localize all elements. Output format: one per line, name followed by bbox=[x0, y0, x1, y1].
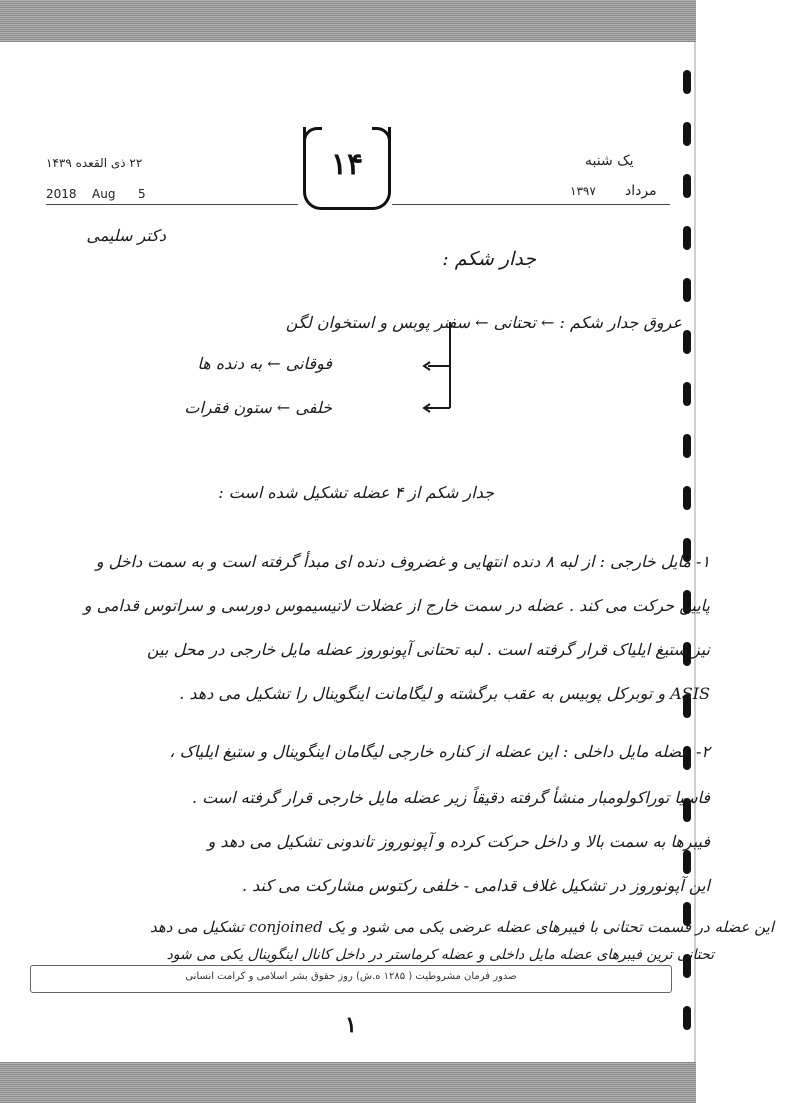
gregorian-month: Aug bbox=[92, 187, 116, 201]
note-line-14: تحتانی ترین فیبرهای عضله مایل داخلی و عضله کرماستر در داخل کانال اینگوینال یکی می شود bbox=[166, 947, 714, 963]
footer-caption: صدور فرمان مشروطیت ( ۱۲۸۵ ه.ش) روز حقوق بشر اسلامی و کرامت انسانی bbox=[185, 971, 517, 982]
branch-bracket bbox=[420, 318, 460, 418]
footer-box bbox=[30, 965, 672, 993]
header-rule-right bbox=[392, 204, 670, 205]
gregorian-day: 5 bbox=[138, 187, 146, 201]
note-line-1: عروق جدار شکم : ← تحتانی ← سفنر پوبس و استخوان لگن bbox=[285, 313, 682, 332]
note-title: جدار شکم : bbox=[442, 248, 536, 270]
note-line-7: نیز ستیغ ایلیاک قرار گرفته است . لبه تحتانی آپونوروز عضله مایل خارجی در محل بین bbox=[147, 640, 710, 659]
persian-year: ۱۳۹۷ bbox=[570, 184, 596, 198]
scan-top-band bbox=[0, 0, 696, 42]
scan-bottom-band bbox=[0, 1062, 696, 1103]
persian-month: مرداد bbox=[625, 183, 657, 199]
weekday: یک شنبه bbox=[585, 153, 634, 169]
note-line-5: ۱- مایل خارجی : از لبه ۸ دنده انتهایی و غضروف دنده ای مبدأ گرفته است و به سمت داخل و bbox=[95, 552, 710, 571]
note-line-10: فاسیا توراکولومبار منشأ گرفته دقیقاً زیر عضله مایل خارجی قرار گرفته است . bbox=[191, 788, 710, 807]
note-line-2: فوقانی ← به دنده ها bbox=[197, 354, 332, 373]
note-line-12: این آپونوروز در تشکیل غلاف قدامی - خلفی رکتوس مشارکت می کند . bbox=[241, 876, 710, 895]
note-line-11: فیبرها به سمت بالا و داخل حرکت کرده و آپونوروز تاندونی تشکیل می دهد و bbox=[207, 832, 710, 851]
gregorian-year: 2018 bbox=[46, 187, 77, 201]
note-line-3: خلفی ← ستون فقرات bbox=[184, 398, 332, 417]
hijri-date: ۲۲ ذی القعده ۱۴۳۹ bbox=[46, 156, 143, 170]
page-mark: ۱ bbox=[345, 1012, 357, 1038]
note-line-4: جدار شکم از ۴ عضله تشکیل شده است : bbox=[218, 483, 494, 502]
note-line-6: پایین حرکت می کند . عضله در سمت خارج از عضلات لاتیسیموس دورسی و سراتوس قدامی و bbox=[83, 596, 710, 615]
day-number-box bbox=[303, 127, 391, 210]
note-line-13: این عضله در قسمت تحتانی با فیبرهای عضله عرضی یکی می شود و یک conjoined تشکیل می دهد bbox=[150, 918, 774, 936]
note-line-8: ASIS و توبرکل پوبیس به عقب برگشته و لیگامانت اینگوینال را تشکیل می دهد . bbox=[179, 684, 710, 703]
note-author: دکتر سلیمی bbox=[86, 226, 166, 245]
day-number: ۱۴ bbox=[330, 147, 364, 182]
header-rule-left bbox=[46, 204, 298, 205]
note-line-9: ۲- عضله مایل داخلی : این عضله از کناره خارجی لیگامان اینگوینال و ستیغ ایلیاک ، bbox=[169, 742, 710, 761]
